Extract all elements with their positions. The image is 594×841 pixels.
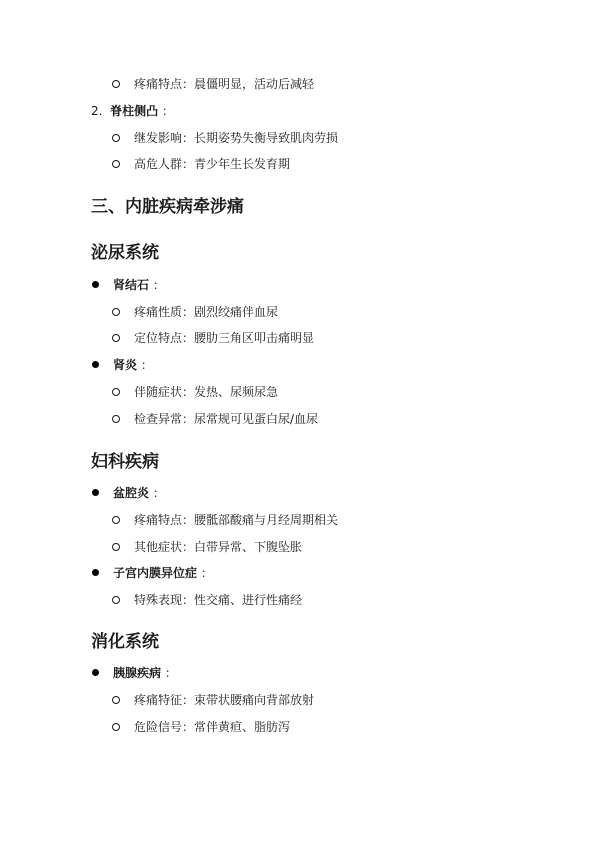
hollow-bullet-icon (112, 334, 120, 342)
hollow-bullet-icon (112, 308, 120, 316)
hollow-bullet-icon (112, 696, 120, 704)
subsection-heading: 妇科疾病 (91, 452, 159, 472)
section-heading: 三、内脏疾病牵涉痛 (91, 197, 244, 217)
list-item: 继发影响：长期姿势失衡导致肌肉劳损 (134, 131, 339, 145)
list-item: 危险信号：常伴黄疸、脂肪泻 (134, 720, 291, 734)
list-item: 盆腔炎 ： (113, 486, 165, 500)
hollow-bullet-icon (112, 134, 120, 142)
list-item: 高危人群：青少年生长发育期 (134, 157, 291, 171)
filled-bullet-icon (92, 361, 99, 368)
filled-bullet-icon (92, 489, 99, 496)
list-item: 其他症状：白带异常、下腹坠胀 (134, 540, 303, 554)
list-item: 疼痛性质：剧烈绞痛伴血尿 (134, 305, 279, 319)
list-item: 定位特点：腰肋三角区叩击痛明显 (134, 331, 315, 345)
list-item: 子宫内膜异位症 ： (113, 566, 213, 580)
subsection-heading: 泌尿系统 (91, 243, 159, 263)
filled-bullet-icon (92, 281, 99, 288)
filled-bullet-icon (92, 569, 99, 576)
hollow-bullet-icon (112, 543, 120, 551)
list-item: 胰腺疾病 ： (113, 666, 177, 680)
numbered-item: 2. 脊柱侧凸 ： (91, 104, 174, 118)
list-item: 伴随症状：发热、尿频尿急 (134, 385, 279, 399)
hollow-bullet-icon (112, 723, 120, 731)
list-item: 疼痛特点：腰骶部酸痛与月经周期相关 (134, 513, 339, 527)
list-item: 疼痛特征：束带状腰痛向背部放射 (134, 693, 315, 707)
list-item: 检查异常：尿常规可见蛋白尿/血尿 (134, 412, 319, 426)
hollow-bullet-icon (112, 160, 120, 168)
filled-bullet-icon (92, 669, 99, 676)
list-item: 特殊表现：性交痛、进行性痛经 (134, 593, 303, 607)
subsection-heading: 消化系统 (91, 632, 159, 652)
hollow-bullet-icon (112, 388, 120, 396)
hollow-bullet-icon (112, 516, 120, 524)
list-item: 肾炎 ： (113, 358, 153, 372)
hollow-bullet-icon (112, 596, 120, 604)
list-item: 肾结石 ： (113, 278, 165, 292)
hollow-bullet-icon (112, 415, 120, 423)
list-item: 疼痛特点：晨僵明显，活动后减轻 (134, 77, 315, 91)
hollow-bullet-icon (112, 80, 120, 88)
